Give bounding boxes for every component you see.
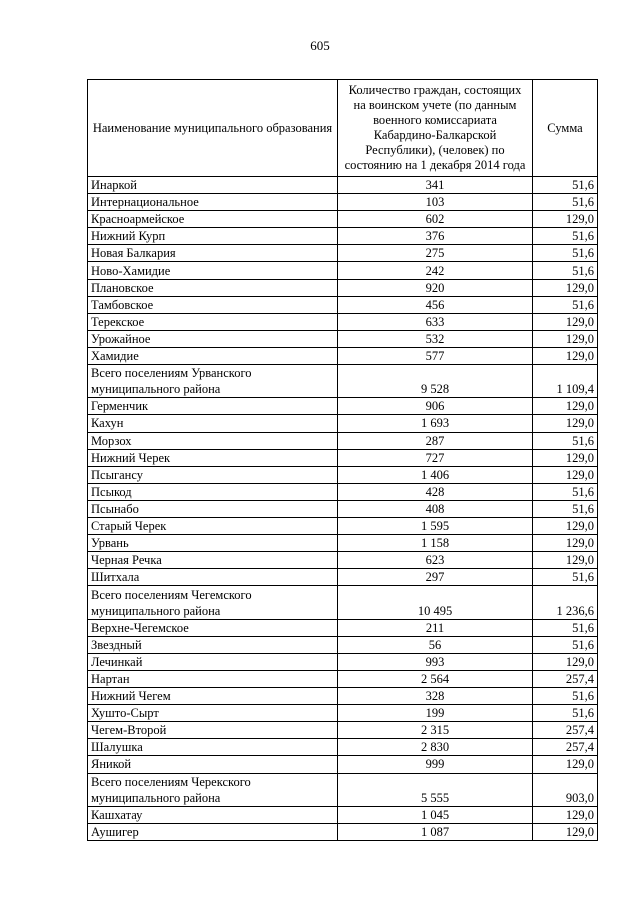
cell-count: 1 406 <box>338 466 533 483</box>
cell-sum: 51,6 <box>533 619 598 636</box>
cell-sum: 903,0 <box>533 773 598 806</box>
cell-sum: 129,0 <box>533 823 598 840</box>
table-row <box>88 330 598 347</box>
table-row <box>88 823 598 840</box>
cell-sum: 129,0 <box>533 330 598 347</box>
cell-name: Морзох <box>88 432 338 449</box>
total-row <box>88 365 598 398</box>
cell-count: 1 595 <box>338 517 533 534</box>
cell-name: Терекское <box>88 313 338 330</box>
cell-sum: 129,0 <box>533 466 598 483</box>
cell-sum: 51,6 <box>533 177 598 194</box>
table-row <box>88 296 598 313</box>
table-row <box>88 211 598 228</box>
table-row <box>88 552 598 569</box>
table-row <box>88 705 598 722</box>
cell-sum: 129,0 <box>533 517 598 534</box>
cell-count: 993 <box>338 653 533 670</box>
cell-sum: 257,4 <box>533 670 598 687</box>
cell-count: 532 <box>338 330 533 347</box>
table-row <box>88 688 598 705</box>
cell-name: Чегем-Второй <box>88 722 338 739</box>
table-row <box>88 535 598 552</box>
cell-count: 10 495 <box>338 586 533 619</box>
table-row <box>88 177 598 194</box>
cell-count: 602 <box>338 211 533 228</box>
table-row <box>88 670 598 687</box>
table-row <box>88 517 598 534</box>
cell-name: Старый Черек <box>88 517 338 534</box>
cell-name: Всего поселениям Урванского муниципального района <box>88 365 338 398</box>
cell-name: Всего поселениям Чегемского муниципального района <box>88 586 338 619</box>
table-row <box>88 228 598 245</box>
cell-name: Хушто-Сырт <box>88 705 338 722</box>
table-row <box>88 262 598 279</box>
cell-sum: 51,6 <box>533 688 598 705</box>
cell-count: 633 <box>338 313 533 330</box>
cell-sum: 51,6 <box>533 262 598 279</box>
cell-sum: 257,4 <box>533 739 598 756</box>
cell-name: Верхне-Чегемское <box>88 619 338 636</box>
cell-sum: 51,6 <box>533 432 598 449</box>
cell-sum: 129,0 <box>533 806 598 823</box>
cell-name: Инаркой <box>88 177 338 194</box>
table-row <box>88 313 598 330</box>
cell-sum: 129,0 <box>533 552 598 569</box>
table-row <box>88 636 598 653</box>
cell-count: 103 <box>338 194 533 211</box>
total-row <box>88 773 598 806</box>
cell-name: Нижний Чегем <box>88 688 338 705</box>
total-row <box>88 586 598 619</box>
cell-count: 2 315 <box>338 722 533 739</box>
cell-count: 2 564 <box>338 670 533 687</box>
table-header <box>88 80 598 177</box>
data-table <box>87 79 598 841</box>
cell-name: Яникой <box>88 756 338 773</box>
cell-name: Красноармейское <box>88 211 338 228</box>
cell-sum: 129,0 <box>533 756 598 773</box>
cell-count: 199 <box>338 705 533 722</box>
cell-count: 5 555 <box>338 773 533 806</box>
cell-name: Шитхала <box>88 569 338 586</box>
cell-sum: 51,6 <box>533 245 598 262</box>
cell-count: 211 <box>338 619 533 636</box>
cell-count: 456 <box>338 296 533 313</box>
cell-name: Шалушка <box>88 739 338 756</box>
cell-sum: 51,6 <box>533 194 598 211</box>
table-row <box>88 619 598 636</box>
cell-count: 287 <box>338 432 533 449</box>
header-count: Количество граждан, состоящих на воинском учете (по данным военного комиссариата Кабардино-Балкарской Республики), (человек) по состоянию на 1 декабря 2014 года <box>338 80 533 177</box>
table-row <box>88 569 598 586</box>
table-row <box>88 483 598 500</box>
cell-name: Лечинкай <box>88 653 338 670</box>
cell-name: Урвань <box>88 535 338 552</box>
cell-count: 428 <box>338 483 533 500</box>
table-body <box>88 177 598 841</box>
cell-count: 920 <box>338 279 533 296</box>
cell-count: 408 <box>338 500 533 517</box>
cell-count: 906 <box>338 398 533 415</box>
cell-count: 297 <box>338 569 533 586</box>
cell-count: 376 <box>338 228 533 245</box>
table-row <box>88 466 598 483</box>
table-row <box>88 653 598 670</box>
cell-name: Псыкод <box>88 483 338 500</box>
cell-name: Кашхатау <box>88 806 338 823</box>
cell-sum: 129,0 <box>533 211 598 228</box>
cell-name: Тамбовское <box>88 296 338 313</box>
table-row <box>88 415 598 432</box>
table-row <box>88 347 598 364</box>
table-row <box>88 806 598 823</box>
cell-name: Ново-Хамидие <box>88 262 338 279</box>
page-number: 605 <box>310 38 330 53</box>
cell-sum: 257,4 <box>533 722 598 739</box>
cell-name: Нартан <box>88 670 338 687</box>
cell-sum: 51,6 <box>533 483 598 500</box>
table-row <box>88 449 598 466</box>
header-name: Наименование муниципального образования <box>88 80 338 177</box>
cell-name: Интернациональное <box>88 194 338 211</box>
cell-sum: 51,6 <box>533 705 598 722</box>
cell-count: 1 087 <box>338 823 533 840</box>
table-row <box>88 279 598 296</box>
cell-name: Аушигер <box>88 823 338 840</box>
cell-count: 727 <box>338 449 533 466</box>
cell-name: Нижний Курп <box>88 228 338 245</box>
cell-name: Плановское <box>88 279 338 296</box>
header-sum: Сумма <box>533 80 598 177</box>
cell-sum: 129,0 <box>533 279 598 296</box>
cell-sum: 129,0 <box>533 653 598 670</box>
header-row <box>88 80 598 177</box>
table-row <box>88 722 598 739</box>
cell-sum: 1 109,4 <box>533 365 598 398</box>
table-row <box>88 245 598 262</box>
table-row <box>88 194 598 211</box>
cell-count: 1 693 <box>338 415 533 432</box>
cell-name: Черная Речка <box>88 552 338 569</box>
cell-sum: 129,0 <box>533 313 598 330</box>
cell-count: 1 045 <box>338 806 533 823</box>
cell-sum: 129,0 <box>533 535 598 552</box>
cell-sum: 129,0 <box>533 347 598 364</box>
cell-name: Псыгансу <box>88 466 338 483</box>
cell-sum: 129,0 <box>533 415 598 432</box>
cell-sum: 51,6 <box>533 228 598 245</box>
table-row <box>88 398 598 415</box>
cell-name: Звездный <box>88 636 338 653</box>
table-row <box>88 756 598 773</box>
cell-sum: 51,6 <box>533 636 598 653</box>
cell-count: 623 <box>338 552 533 569</box>
cell-sum: 129,0 <box>533 449 598 466</box>
cell-sum: 51,6 <box>533 296 598 313</box>
cell-name: Хамидие <box>88 347 338 364</box>
cell-name: Кахун <box>88 415 338 432</box>
cell-name: Новая Балкария <box>88 245 338 262</box>
cell-count: 1 158 <box>338 535 533 552</box>
cell-count: 56 <box>338 636 533 653</box>
cell-count: 999 <box>338 756 533 773</box>
cell-name: Урожайное <box>88 330 338 347</box>
cell-name: Всего поселениям Черекского муниципального района <box>88 773 338 806</box>
cell-count: 577 <box>338 347 533 364</box>
cell-count: 275 <box>338 245 533 262</box>
table-row <box>88 432 598 449</box>
cell-count: 242 <box>338 262 533 279</box>
cell-count: 2 830 <box>338 739 533 756</box>
cell-sum: 51,6 <box>533 569 598 586</box>
table-row <box>88 500 598 517</box>
cell-sum: 129,0 <box>533 398 598 415</box>
cell-sum: 51,6 <box>533 500 598 517</box>
table-row <box>88 739 598 756</box>
cell-count: 9 528 <box>338 365 533 398</box>
cell-count: 328 <box>338 688 533 705</box>
cell-sum: 1 236,6 <box>533 586 598 619</box>
cell-name: Нижний Черек <box>88 449 338 466</box>
cell-name: Герменчик <box>88 398 338 415</box>
cell-count: 341 <box>338 177 533 194</box>
cell-name: Псынабо <box>88 500 338 517</box>
